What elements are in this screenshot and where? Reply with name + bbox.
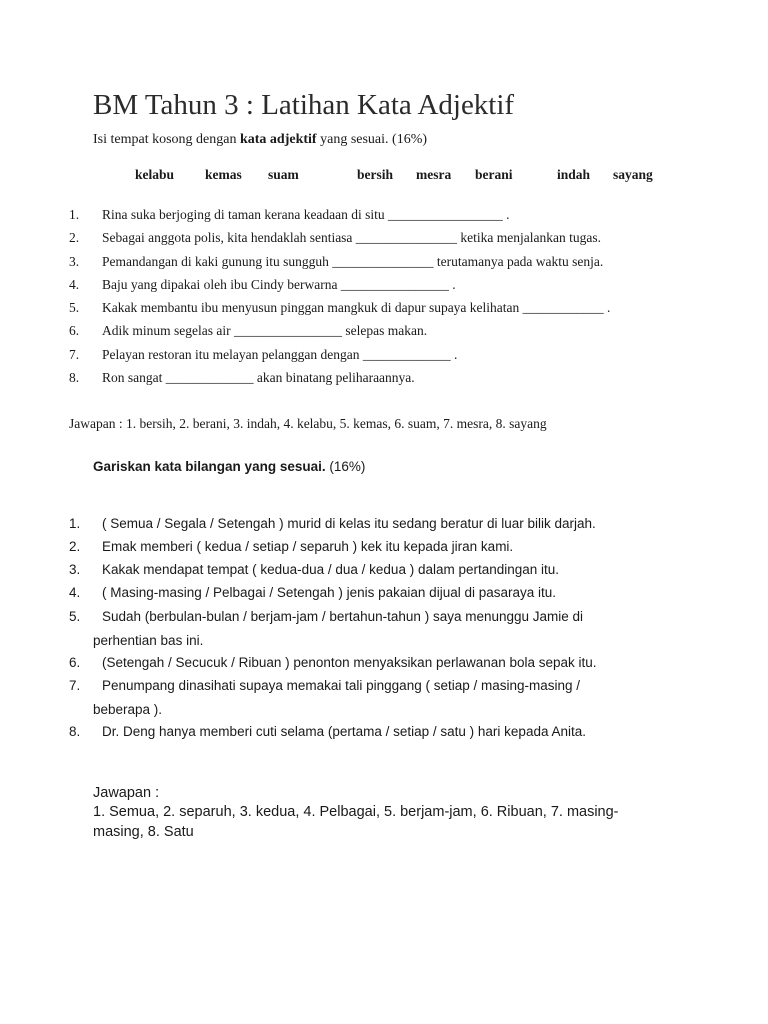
- question-text: Kakak mendapat tempat ( kedua-dua / dua / kedua ) dalam pertandingan itu.: [102, 562, 560, 577]
- question-text: Emak memberi ( kedua / setiap / separuh ) kek itu kepada jiran kami.: [102, 539, 514, 554]
- question-number: 7.: [69, 347, 80, 362]
- question-text: Pelayan restoran itu melayan pelanggan dengan _____________ .: [102, 347, 458, 362]
- section2-answer-line: masing, 8. Satu: [93, 824, 194, 840]
- question-number: 3.: [69, 562, 81, 577]
- question-number: 4.: [69, 277, 80, 292]
- question-number: 1.: [69, 207, 80, 222]
- instruction-text-post: (16%): [325, 459, 366, 474]
- instruction-text-pre: Isi tempat kosong dengan: [93, 132, 240, 147]
- question-number: 6.: [69, 323, 80, 338]
- section2-answer-label: Jawapan :: [93, 785, 160, 801]
- question-text: Sudah (berbulan-bulan / berjam-jam / bertahun-tahun ) saya menunggu Jamie di: [102, 609, 584, 624]
- question-number: 2.: [69, 539, 81, 554]
- question-number: 8.: [69, 370, 80, 385]
- question-number: 7.: [69, 678, 81, 693]
- question-text: Adik minum segelas air ________________ selepas makan.: [102, 323, 428, 338]
- question-text: Kakak membantu ibu menyusun pinggan mangkuk di dapur supaya kelihatan ____________ .: [102, 300, 611, 315]
- word-bank-item: suam: [268, 167, 299, 182]
- question-text: ( Semua / Segala / Setengah ) murid di kelas itu sedang beratur di luar bilik darjah.: [102, 516, 596, 531]
- question-text: Sebagai anggota polis, kita hendaklah sentiasa _______________ ketika menjalankan tugas.: [102, 230, 602, 245]
- question-text: (Setengah / Secucuk / Ribuan ) penonton menyaksikan perlawanan bola sepak itu.: [102, 655, 597, 670]
- word-bank-item: sayang: [613, 167, 653, 182]
- question-text: Rina suka berjoging di taman kerana keadaan di situ _________________ .: [102, 207, 510, 222]
- word-bank-item: kemas: [205, 167, 242, 182]
- section1-instruction: [93, 132, 427, 148]
- question-number: 5.: [69, 300, 80, 315]
- word-bank-item: kelabu: [135, 167, 175, 182]
- question-number: 5.: [69, 609, 81, 624]
- section2-instruction: [93, 459, 365, 474]
- section2-answer-line: 1. Semua, 2. separuh, 3. kedua, 4. Pelbagai, 5. berjam-jam, 6. Ribuan, 7. masing-: [93, 804, 619, 820]
- question-text: ( Masing-masing / Pelbagai / Setengah ) jenis pakaian dijual di pasaraya itu.: [102, 585, 557, 600]
- question-number: 8.: [69, 724, 81, 739]
- question-number: 6.: [69, 655, 81, 670]
- question-text: Baju yang dipakai oleh ibu Cindy berwarna ________________ .: [102, 277, 456, 292]
- question-text-continuation: beberapa ).: [93, 702, 163, 717]
- question-number: 3.: [69, 254, 80, 269]
- question-text: Dr. Deng hanya memberi cuti selama (pertama / setiap / satu ) hari kepada Anita.: [102, 724, 586, 739]
- section1-answer: Jawapan : 1. bersih, 2. berani, 3. indah, 4. kelabu, 5. kemas, 6. suam, 7. mesra, 8. sayang: [69, 416, 547, 431]
- question-number: 1.: [69, 516, 81, 531]
- word-bank-item: indah: [557, 167, 591, 182]
- instruction-text-bold: Gariskan kata bilangan yang sesuai.: [93, 459, 326, 474]
- word-bank-item: berani: [475, 167, 513, 182]
- instruction-text-post: yang sesuai. (16%): [316, 132, 428, 147]
- question-text-continuation: perhentian bas ini.: [93, 633, 204, 648]
- word-bank-item: mesra: [416, 167, 452, 182]
- question-number: 4.: [69, 585, 81, 600]
- question-text: Ron sangat _____________ akan binatang peliharaannya.: [102, 370, 415, 385]
- question-number: 2.: [69, 230, 80, 245]
- instruction-text-bold: kata adjektif: [239, 132, 317, 147]
- word-bank-item: bersih: [357, 167, 394, 182]
- question-text: Pemandangan di kaki gunung itu sungguh _______________ terutamanya pada waktu senja.: [102, 254, 604, 269]
- question-text: Penumpang dinasihati supaya memakai tali pinggang ( setiap / masing-masing /: [102, 678, 581, 693]
- word-bank: [0, 167, 768, 187]
- page-title: BM Tahun 3 : Latihan Kata Adjektif: [93, 89, 515, 121]
